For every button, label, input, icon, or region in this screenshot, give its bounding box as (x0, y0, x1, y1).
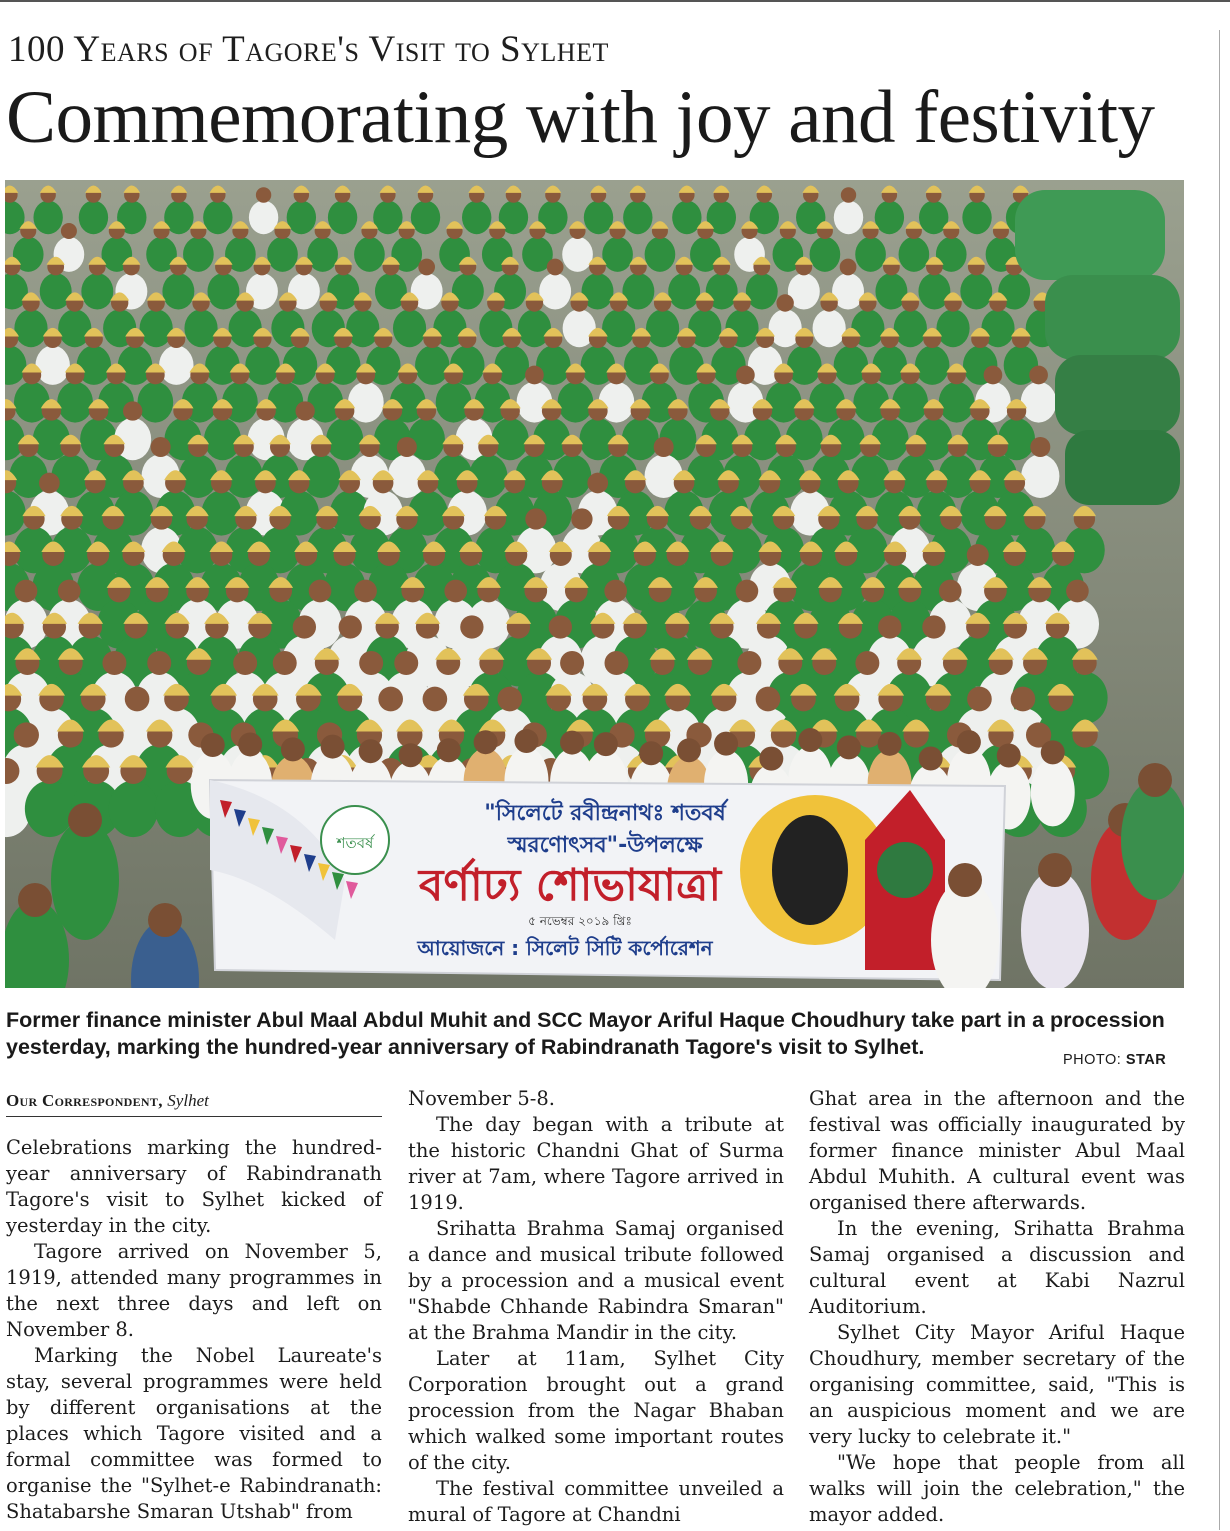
paragraph: In the evening, Srihatta Brahma Samaj organised a discussion and cultural event at Kabi Nazrul Auditorium. (809, 1217, 1185, 1318)
procession-banner (210, 780, 1005, 980)
article-column-3 (809, 1086, 1185, 1528)
paragraph: Later at 11am, Sylhet City Corporation brought out a grand procession from the Nagar Bhaban which walked some important routes of the city. (408, 1347, 784, 1474)
banner-line1: "সিলেটে রবীন্দ্রনাথঃ শতবর্ষ (484, 801, 726, 826)
paragraph: Ghat area in the afternoon and the festival was officially inaugurated by former finance minister Abul Maal Abdul Muhith. A cultural event was organised there afterwards. (809, 1087, 1185, 1214)
photo-credit-source: STAR (1125, 1052, 1167, 1068)
banner-date: ৫ নভেম্বর ২০১৯ খ্রিঃ (528, 914, 632, 928)
column-divider (1219, 30, 1220, 1530)
paragraph: The festival committee unveiled a mural of Tagore at Chandni (408, 1477, 784, 1526)
procession-photo-illustration (5, 180, 1184, 988)
banner-organiser: আয়োজনে : সিলেট সিটি কর্পোরেশন (417, 936, 713, 960)
paragraph: Sylhet City Mayor Ariful Haque Choudhury, member secretary of the organising committee, said, "This is an auspicious moment and we are very lucky to celebrate it." (809, 1321, 1185, 1448)
byline (6, 1086, 382, 1117)
paragraph: Srihatta Brahma Samaj organised a dance and musical tribute followed by a procession and a musical event "Shabde Chhande Rabindra Smaran" at the Brahma Mandir in the city. (408, 1217, 784, 1344)
paragraph: Tagore arrived on November 5, 1919, attended many programmes in the next three days and left on November 8. (6, 1240, 382, 1341)
paragraph: Celebrations marking the hundred-year anniversary of Rabindranath Tagore's visit to Sylhet kicked of yesterday in the city. (6, 1136, 382, 1237)
kicker: 100 Years of Tagore's Visit to Sylhet (8, 29, 609, 70)
byline-author: Our Correspondent, (6, 1091, 168, 1110)
headline: Commemorating with joy and festivity (6, 76, 1155, 159)
article-column-2 (408, 1086, 784, 1528)
paragraph: The day began with a tribute at the historic Chandni Ghat of Surma river at 7am, where Tagore arrived in 1919. (408, 1113, 784, 1214)
banner-line2: স্মরণোৎসব"-উপলক্ষে (507, 833, 703, 858)
paragraph: November 5-8. (408, 1087, 555, 1110)
paragraph: "We hope that people from all walks will join the celebration," the mayor added. (809, 1451, 1185, 1526)
photo-credit-label: PHOTO: (1063, 1052, 1126, 1068)
byline-place: Sylhet (167, 1091, 209, 1110)
photo-credit (1063, 1052, 1166, 1068)
photo-caption: Former finance minister Abul Maal Abdul Muhit and SCC Mayor Ariful Haque Choudhury take part in a procession yesterday, marking the hundred-year anniversary of Rabindranath Tagore's visit to Sylhet. (6, 1008, 1165, 1059)
banner-logo-text: শতবর্ষ (336, 834, 374, 852)
article-column-1 (6, 1086, 382, 1525)
banner-portrait (772, 815, 848, 925)
paragraph: Marking the Nobel Laureate's stay, several programmes were held by different organisations at the places which Tagore visited and a formal committee was formed to organise the "Sylhet-e Rabindranath: Shatabarshe Smaran Utshab" from (6, 1344, 382, 1523)
banner-main: বর্ণাঢ্য শোভাযাত্রা (418, 860, 722, 911)
top-rule (0, 0, 1230, 2)
procession-photo (5, 180, 1184, 988)
